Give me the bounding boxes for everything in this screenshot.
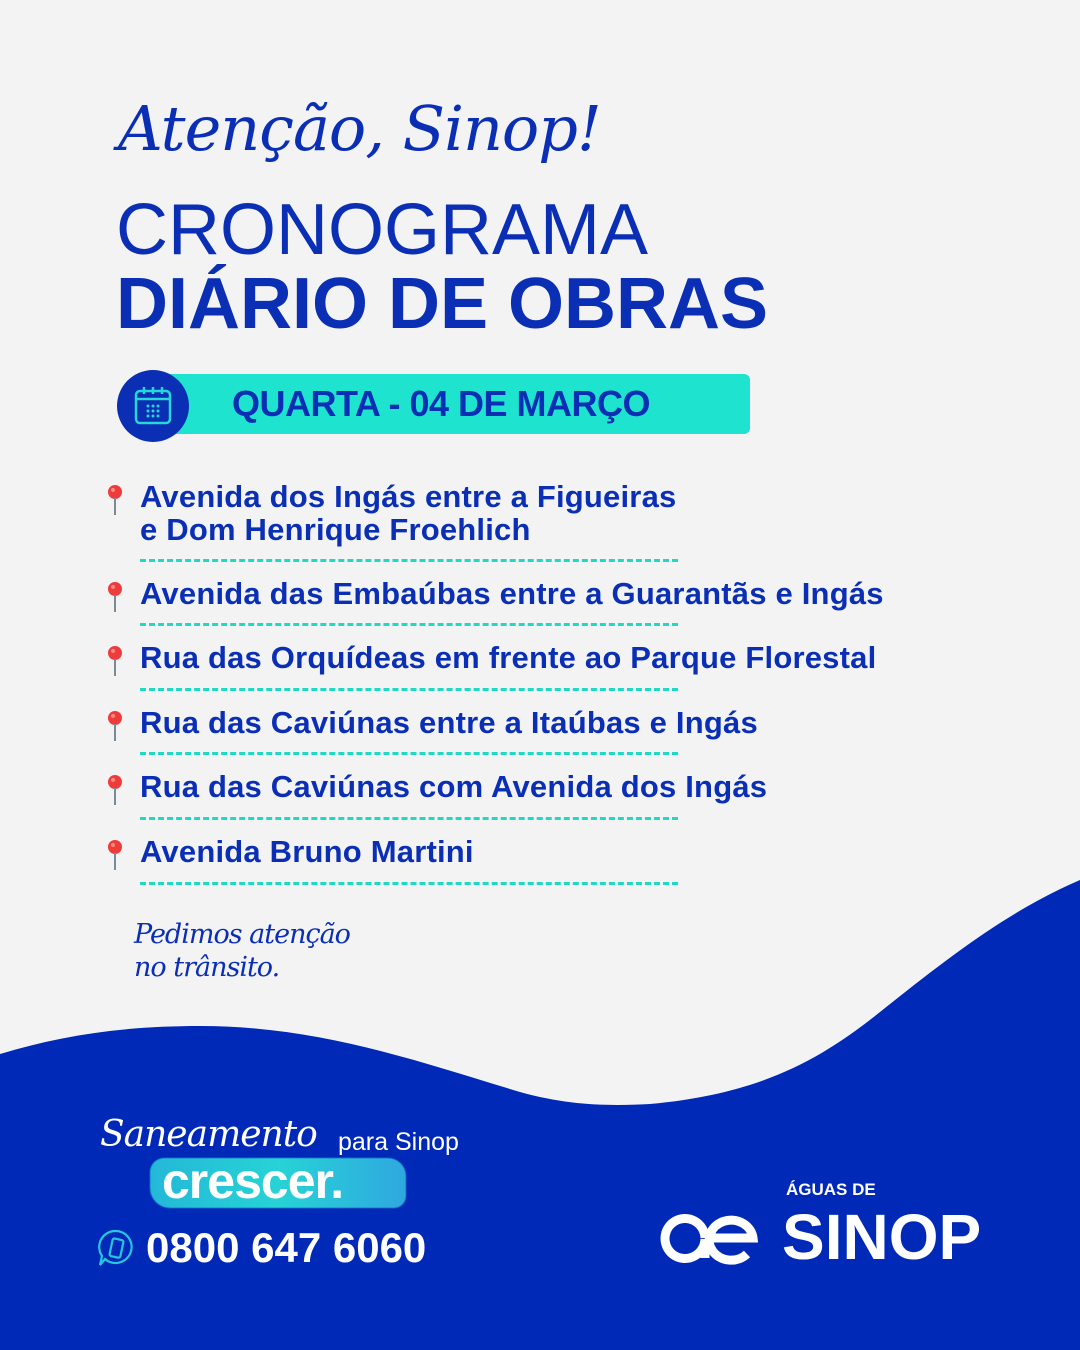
location-text: Rua das Caviúnas com Avenida dos Ingás (140, 769, 768, 804)
date-label: QUARTA - 04 DE MARÇO (232, 383, 651, 424)
dashed-divider (140, 559, 678, 562)
location-text: Avenida Bruno Martini (140, 834, 474, 869)
map-pin-icon (104, 581, 126, 613)
map-pin-icon (104, 774, 126, 806)
dashed-divider (140, 882, 678, 885)
phone-number[interactable]: 0800 647 6060 (146, 1224, 427, 1271)
dashed-divider (140, 623, 678, 626)
brand-aguas-de: ÁGUAS DE (786, 1180, 876, 1199)
map-pin-icon (104, 645, 126, 677)
slogan-para-sinop: para Sinop (338, 1128, 459, 1156)
map-pin-icon (104, 710, 126, 742)
whatsapp-phone-icon (96, 1228, 136, 1268)
location-text: Rua das Orquídeas em frente ao Parque Florestal (140, 640, 877, 675)
traffic-notice: Pedimos atenção no trânsito. (134, 919, 350, 983)
title-cronograma: CRONOGRAMA (116, 190, 649, 270)
ae-logo-icon (655, 1210, 765, 1266)
dashed-divider (140, 688, 678, 691)
slogan-crescer: crescer. (162, 1153, 344, 1209)
brand-sinop: SINOP (782, 1201, 982, 1273)
calendar-badge-circle (117, 370, 189, 442)
location-text: Avenida das Embaúbas entre a Guarantãs e Ingás (140, 576, 884, 611)
location-text: Rua das Caviúnas entre a Itaúbas e Ingás (140, 705, 758, 740)
map-pin-icon (104, 484, 126, 516)
location-text: Avenida dos Ingás entre a Figueiras e Dom Henrique Froehlich (140, 479, 677, 547)
calendar-icon (132, 385, 174, 427)
map-pin-icon (104, 839, 126, 871)
title-diario-de-obras: DIÁRIO DE OBRAS (116, 264, 769, 344)
greeting-heading: Atenção, Sinop! (118, 92, 601, 165)
dashed-divider (140, 752, 678, 755)
slogan-saneamento: Saneamento (100, 1114, 317, 1155)
dashed-divider (140, 817, 678, 820)
